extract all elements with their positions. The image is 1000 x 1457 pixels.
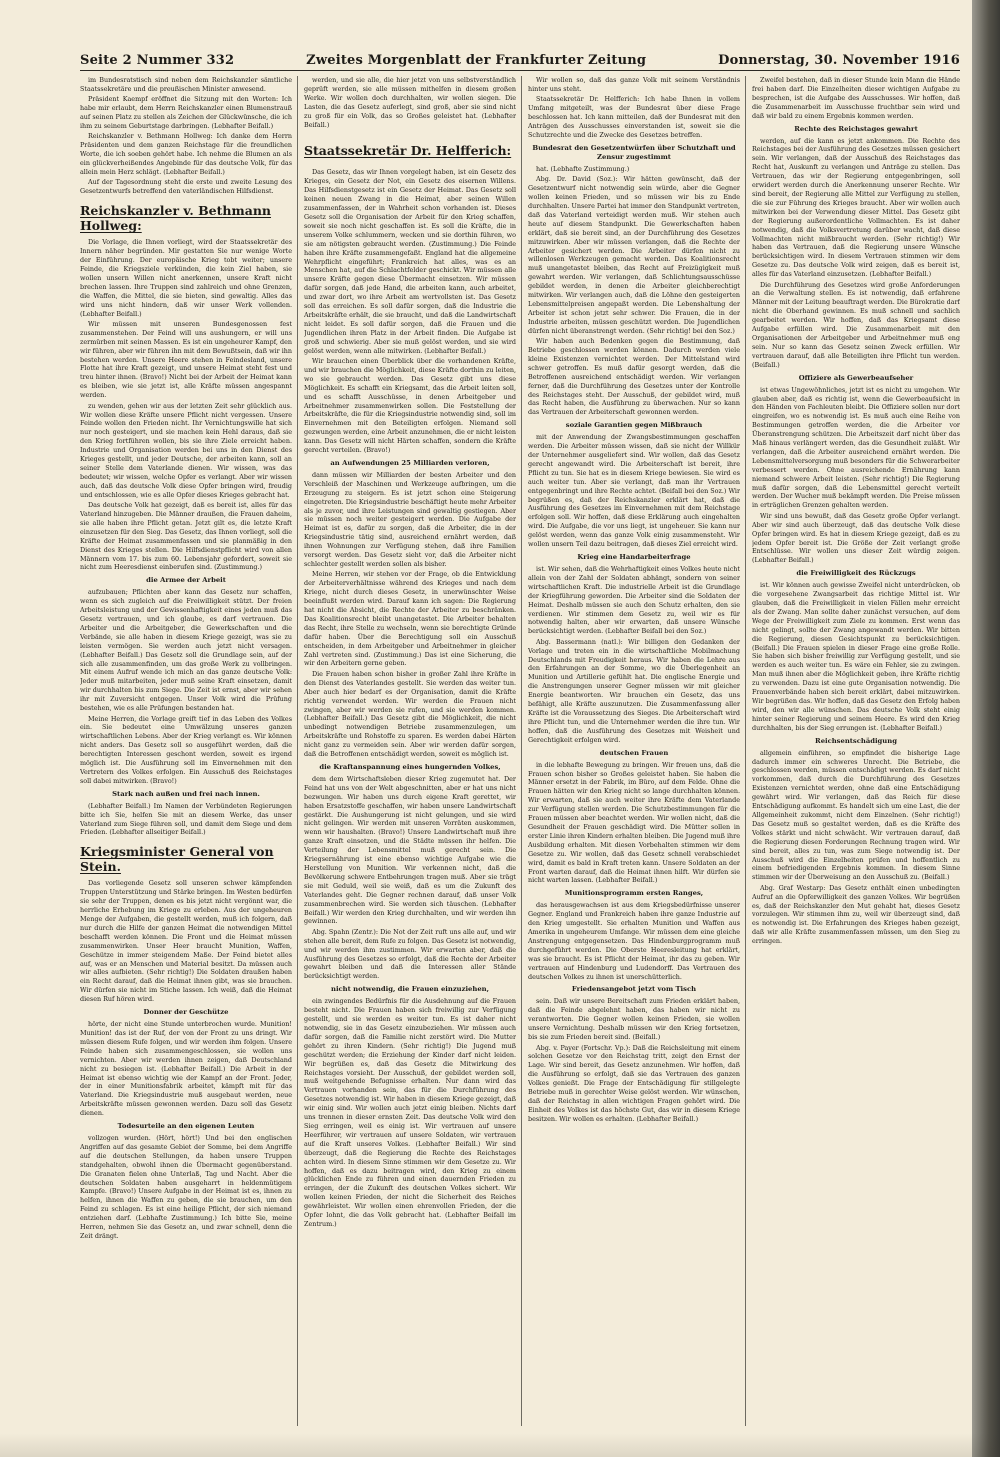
paragraph: Abg. Spahn (Zentr.): Die Not der Zeit ruft uns alle auf, und wir stehen alle bereit, dem Rufe zu folgen. Das Gesetz ist notwendig, und wir werden ihm zustimmen. Wir erwarten aber, daß die Ausführung des Gesetzes so erfolgt, daß die Rechte der Arbeiter gewahrt bleiben und daß die Interessen aller Stände berücksichtigt werden. — [304, 927, 516, 981]
paragraph: vollzogen wurden. (Hört, hört!) Und bei den englischen Angriffen auf das gesamte Gebiet der Somme, bei dem Angriffe auf die deutschen Stellungen, da haben unsere Truppen standgehalten, obwohl ihnen die Übermacht gegenüberstand. Die Granaten fielen ohne Unterlaß, Tag und Nacht. Aber die deutschen Soldaten haben ausgeharrt in heldenmütigem Kampfe. (Bravo!) Unsere Aufgabe in der Heimat ist es, ihnen zu helfen, ihnen die Waffen zu geben, die sie brauchen, um den Feind zu schlagen. Es ist eine heilige Pflicht, der sich niemand entziehen darf. (Lebhafte Zustimmung.) Ich bitte Sie, meine Herren, nehmen Sie das Gesetz an, und zwar schnell, denn die Zeit drängt. — [80, 1134, 292, 1240]
paragraph: werden, auf die kann es jetzt ankommen. Die Rechte des Reichstages bei der Ausführung des Gesetzes müssen gesichert sein. Wir verlangen, daß der Ausschuß des Reichstages das Recht hat, Auskunft zu verlangen und Anträge zu stellen. Das Vertrauen, das wir der Regierung entgegenbringen, soll erwidert werden durch die Anerkennung unserer Rechte. Wir sind bereit, der Regierung alle Mittel zur Verfügung zu stellen, die sie zur Führung des Krieges braucht. Aber wir wollen auch mitwirken bei der Verwendung dieser Mittel. Das Gesetz gibt der Regierung außerordentliche Vollmachten. Es ist daher notwendig, daß die Volksvertretung darüber wacht, daß diese Vollmachten nicht mißbraucht werden. (Sehr richtig!) Wir haben das Vertrauen, daß die Regierung unsere Wünsche berücksichtigen wird. In diesem Vertrauen stimmen wir dem Gesetze zu. Das deutsche Volk wird zeigen, daß es bereit ist, alles für das Vaterland einzusetzen. (Lebhafter Beifall.) — [752, 136, 960, 279]
subheading: Munitionsprogramm ersten Ranges, — [564, 889, 704, 898]
paragraph: Das deutsche Volk hat gezeigt, daß es bereit ist, alles für das Vaterland hinzugeben. Die Männer draußen, die Frauen daheim, sie alle haben ihre Pflicht getan. Jetzt gilt es, die letzte Kraft einzusetzen für den Sieg. Das Gesetz, das Ihnen vorliegt, soll die Kräfte der Heimat zusammenfassen und sie planmäßig in den Dienst des Krieges stellen. Die Hilfsdienstpflicht wird von allen Männern vom 17. bis zum 60. Lebensjahr gefordert, soweit sie nicht zum Heeresdienst einberufen sind. (Zustimmung.) — [80, 501, 292, 572]
paragraph: Reichskanzler v. Bethmann Hollweg: Ich danke dem Herrn Präsidenten und dem ganzen Reichstage für die freundlichen Worte, die ich soeben gehört habe. Ich nehme die Blumen an als ein glückverheißendes Angebinde für das deutsche Volk, für das allein mein Herz schlägt. (Lebhafter Beifall.) — [80, 132, 292, 177]
paragraph: sein. Daß wir unsere Bereitschaft zum Frieden erklärt haben, daß die Feinde abgelehnt haben, das haben wir nicht zu verantworten. Die Gegner wollen keinen Frieden, sie wollen unsere Vernichtung. Deshalb müssen wir den Krieg fortsetzen, bis sie zum Frieden bereit sind. (Beifall.) — [528, 997, 740, 1042]
subheading: Offiziere als Gewerbeaufseher — [798, 373, 914, 382]
paragraph: Abg. v. Payer (Fortschr. Vp.): Daß die Reichsleitung mit einem solchen Gesetze vor den Reichstag tritt, zeigt den Ernst der Lage. Wir sind bereit, das Gesetz anzunehmen. Wir hoffen, daß die Ausführung so erfolgt, daß sie das Vertrauen des ganzen Volkes genießt. Die Frage der Entschädigung für stillgelegte Betriebe muß in gerechter Weise gelöst werden. Wir wünschen, daß der Reichstag in allen wichtigen Fragen gehört wird. Die Einheit des Volkes ist das höchste Gut, das wir in diesem Kriege besitzen. Wir wollen es erhalten. (Lebhafter Beifall.) — [528, 1043, 740, 1123]
paragraph: Das vorliegende Gesetz soll unseren schwer kämpfenden Truppen Unterstützung und Stärke bringen. Im Westen bedürfen sie sehr der Truppen, denen es bis jetzt nicht vergönnt war, die herrliche Erhebung im Kriege zu erleben. Aus der ungeheuren Menge der Aufgaben, die gestellt werden, muß ich folgern, daß nur durch die Hilfe der ganzen Heimat die notwendigen Mittel beschafft werden können. Die Front und die Heimat müssen zusammenwirken. Unser Heer braucht Munition, Waffen, Geschütze in immer steigendem Maße. Der Feind bietet alles auf, was er an Menschen und Material besitzt. Da müssen auch wir alles aufbieten. (Sehr richtig!) Die Soldaten draußen haben ein Recht darauf, daß die Heimat ihnen gibt, was sie brauchen. Wir dürfen sie nicht im Stiche lassen. Ich weiß, daß die Heimat diesen Ruf hören wird. — [80, 879, 292, 1004]
subheading: die Armee der Arbeit — [146, 576, 226, 585]
paragraph: ist. Wir sehen, daß die Wehrhaftigkeit eines Volkes heute nicht allein von der Zahl der Soldaten abhängt, sondern von seiner wirtschaftlichen Kraft. Die industrielle Arbeit ist die Grundlage der Kriegführung geworden. Die Arbeiter sind die Soldaten der Heimat. Deshalb müssen sie auch den Schutz erhalten, den sie verdienen. Wir stimmen dem Gesetz zu, weil wir es für notwendig halten, aber wir erwarten, daß unsere Wünsche berücksichtigt werden. (Lebhafter Beifall bei den Soz.) — [528, 565, 740, 636]
paragraph: zu wenden, gehen wir aus der letzten Zeit sehr glücklich aus. Wir wollen diese Kräfte unsere Pflicht nicht vergessen. Unsere Feinde wollen den Frieden nicht. Ihr Vernichtungswille hat sich nur noch gesteigert, und sie machen kein Hehl daraus, daß sie den Krieg fortführen wollen, bis sie ihre Ziele erreicht haben. Industrie und Organisation werden bei uns in den Dienst des Krieges gestellt, und jeder Deutsche, der arbeiten kann, soll an seiner Stelle dem Vaterlande dienen. Wir wissen, was das bedeutet; wir wissen, welche Opfer es verlangt. Aber wir wissen auch, daß das deutsche Volk diese Opfer bringen wird, freudig und entschlossen, wie es alle Opfer dieses Krieges gebracht hat. — [80, 401, 292, 499]
header-rule — [80, 70, 960, 71]
header-newspaper-title: Zweites Morgenblatt der Frankfurter Zeitung — [306, 53, 647, 68]
paragraph: Zweifel bestehen, daß in dieser Stunde kein Mann die Hände frei haben darf. Die Einzelheiten dieser wichtigen Aufgabe zu besprechen, ist die Aufgabe des Ausschusses. Wir hoffen, daß die Zusammenarbeit im Ausschusse fruchtbar sein wird und daß wir bald zu einem Ergebnis kommen werden. — [752, 76, 960, 120]
paragraph: Auf der Tagesordnung steht die erste und zweite Lesung des Gesetzentwurfs betreffend den vaterländischen Hilfsdienst. — [80, 178, 292, 196]
column-divider — [297, 76, 298, 1426]
subheading: Krieg eine Handarbeiterfrage — [577, 553, 691, 561]
paragraph: Wir brauchen einen Überblick über die vorhandenen Kräfte, und wir brauchen die Möglichkeit, diese Kräfte dorthin zu leiten, wo sie gebraucht werden. Das Gesetz gibt uns diese Möglichkeit. Es schafft ein Kriegsamt, das die Arbeit leiten soll, und es schafft Ausschüsse, in denen Arbeitgeber und Arbeitnehmer zusammenwirken sollen. Die Feststellung der Arbeitskräfte, die für die Kriegsindustrie notwendig sind, soll im Einvernehmen mit den Beteiligten erfolgen. Niemand soll gezwungen werden, eine Arbeit anzunehmen, die er nicht leisten kann. Das Gesetz will nicht Härten schaffen, sondern die Kräfte gerecht verteilen. (Bravo!) — [304, 356, 516, 455]
subheading: Stark nach außen und frei nach innen. — [112, 789, 260, 798]
paragraph: Die Frauen haben schon bisher in großer Zahl ihre Kräfte in den Dienst des Vaterlandes gestellt. Sie werden das weiter tun. Aber auch hier bedarf es der Organisation, damit die Kräfte richtig verwendet werden. Wir werden die Frauen nicht zwingen, aber wir werden sie rufen, und sie werden kommen. (Lebhafter Beifall.) Das Gesetz gibt die Möglichkeit, die nicht unbedingt notwendigen Betriebe zusammenzulegen, um Arbeitskräfte und Rohstoffe zu sparen. Es werden dabei Härten nicht ganz zu vermeiden sein. Aber wir werden dafür sorgen, daß die Betroffenen entschädigt werden, soweit es möglich ist. — [304, 669, 516, 759]
subheading: nicht notwendig, die Frauen einzuziehen, — [331, 985, 489, 994]
subheading: Bundesrat den Gesetzentwürfen über Schutzhaft und Zensur zugestimmt — [532, 143, 736, 161]
paragraph: (Lebhafter Beifall.) Im Namen der Verbündeten Regierungen bitte ich Sie, helfen Sie mit an diesem Werke, das unser Vaterland zum Siege führen soll, und damit dem Siege und dem Frieden. (Lebhafter allseitiger Beifall.) — [80, 801, 292, 837]
section-heading: Reichskanzler v. Bethmann Hollweg: — [80, 203, 272, 234]
paragraph: dem dem Wirtschaftsleben dieser Krieg zugemutet hat. Der Feind hat uns von der Welt abgeschnitten, aber er hat uns nicht bezwungen. Wir haben uns durch eigene Kraft gerettet, wir haben Ersatzstoffe geschaffen, wir haben unsere Landwirtschaft gestärkt. Die Aushungerung ist nicht gelungen, und sie wird nicht gelingen. Wir werden mit unseren Vorräten auskommen, wenn wir haushalten. (Bravo!) Unsere Landwirtschaft muß ihre ganze Kraft einsetzen, und die Städte müssen ihr helfen. Die Verteilung der Lebensmittel muß gerecht sein. Die Kriegsernährung ist eine ebenso wichtige Aufgabe wie die Herstellung von Munition. Wir verkennen nicht, daß die Bevölkerung schwere Entbehrungen tragen muß. Aber sie trägt sie mit Geduld, weil sie weiß, daß es um die Zukunft des Vaterlandes geht. Die Gegner rechnen darauf, daß unser Volk zusammenbrechen wird. Sie werden sich täuschen. (Lebhafter Beifall.) Wir werden den Krieg durchhalten, und wir werden ihn gewinnen. — [304, 774, 516, 926]
subheading: Rechte des Reichstages gewahrt — [794, 124, 918, 133]
subheading: Donner der Geschütze — [143, 1008, 229, 1017]
column-2 — [304, 76, 516, 1428]
paragraph: das herausgewachsen ist aus dem Kriegsbedürfnisse unserer Gegner. England und Frankreich haben ihre ganze Industrie auf den Krieg umgestellt. Sie erhalten Munition und Waffen aus Amerika in ungeheurem Umfange. Wir müssen dem eine gleiche Anstrengung entgegensetzen. Das Hindenburgprogramm muß durchgeführt werden. Die Oberste Heeresleitung hat erklärt, was sie braucht. Es ist Pflicht der Heimat, ihr das zu geben. Wir vertrauen auf Hindenburg und Ludendorff. Das Vertrauen des deutschen Volkes zu ihnen ist unerschütterlich. — [528, 901, 740, 981]
paragraph: mit der Anwendung der Zwangsbestimmungen geschaffen werden. Die Arbeiter müssen wissen, daß sie nicht der Willkür der Unternehmer ausgeliefert sind. Wir wollen, daß das Gesetz gerecht angewandt wird. Die Arbeiterschaft ist bereit, ihre Pflicht zu tun. Sie hat es in diesem Kriege bewiesen. Sie wird es auch weiter tun. Aber sie verlangt, daß man ihr Vertrauen entgegenbringt und ihre Rechte achtet. (Beifall bei den Soz.) Wir begrüßen es, daß der Reichskanzler erklärt hat, daß die Ausführung des Gesetzes im Einvernehmen mit dem Reichstage erfolgen soll. Wir hoffen, daß diese Erklärung auch eingehalten wird. Die Aufgabe, die vor uns liegt, ist ungeheuer. Sie kann nur gelöst werden, wenn das ganze Volk einig zusammensteht. Wir wollen unsern Teil dazu beitragen, daß dieses Ziel erreicht wird. — [528, 433, 740, 549]
paragraph: werden, und sie alle, die hier jetzt von uns selbstverständlich geprüft werden, sie alle müssen mithelfen in diesem großen Werke. Wir wollen doch durchhalten, wir wollen siegen. Die Lasten, die das Gesetz auferlegt, sind groß, aber sie sind nicht zu groß für ein Volk, das so Großes geleistet hat. (Lebhafter Beifall.) — [304, 76, 516, 129]
subheading: deutschen Frauen — [599, 748, 669, 757]
subheading: soziale Garantien gegen Mißbrauch — [565, 421, 703, 430]
paragraph: Das Gesetz, das wir Ihnen vorgelegt haben, ist ein Gesetz des Krieges, ein Gesetz der Not, ein Gesetz des eisernen Willens. Das Hilfsdienstgesetz ist ein Gesetz der Heimat. Das Gesetz soll keinen neuen Zwang in die Heimat, aber seinen Willen zusammenfassen, der in Wahrheit schon vorhanden ist. Dieses Gesetz soll die Organisation der Arbeit für den Krieg schaffen, soweit sie noch nicht geschaffen ist. Es soll die Kräfte, die in unserem Volke schlummern, wecken und sie dorthin führen, wo sie am nötigsten gebraucht werden. (Zustimmung.) Die Feinde haben ihre Kräfte zusammengefaßt. England hat die allgemeine Wehrpflicht eingeführt; Frankreich hat alles, was es an Menschen hat, auf die Schlachtfelder geschickt. Wir müssen alle unsere Kräfte gegen diese Übermacht einsetzen. Wir müssen dafür sorgen, daß jede Hand, die arbeiten kann, auch arbeitet, und zwar dort, wo ihre Arbeit am wertvollsten ist. Das Gesetz soll das erreichen. Es soll dafür sorgen, daß die Industrie die Arbeitskräfte erhält, die sie braucht, und daß die Landwirtschaft nicht leidet. Es soll dafür sorgen, daß die Frauen und die Jugendlichen ihren Platz in der Arbeit finden. Die Aufgabe ist groß und schwierig. Aber sie muß gelöst werden, und sie wird gelöst werden, wenn alle mitwirken. (Lebhafter Beifall.) — [304, 168, 516, 355]
paragraph: Abg. Graf Westarp: Das Gesetz enthält einen unbedingten Aufruf an die Opferwilligkeit des ganzen Volkes. Wir begrüßen es, daß der Reichskanzler den Mut gehabt hat, dieses Gesetz vorzulegen. Wir stimmen ihm zu, weil wir überzeugt sind, daß es notwendig ist. Die Erfahrungen des Krieges haben gezeigt, daß wir alle Kräfte zusammenfassen müssen, um den Sieg zu erringen. — [752, 883, 960, 946]
page-bottom-shade — [0, 1433, 1000, 1457]
header-page-number: Seite 2 Nummer 332 — [80, 53, 235, 68]
subheading: die Freiwilligkeit des Rückzugs — [796, 569, 916, 578]
paragraph: Meine Herren, die Vorlage greift tief in das Leben des Volkes ein. Sie bedeutet eine Umwälzung unseres ganzen wirtschaftlichen Lebens. Aber der Krieg verlangt es. Wir können nicht anders. Das Gesetz soll so ausgeführt werden, daß die berechtigten Interessen geschont werden, soweit es irgend möglich ist. Die Ausführung soll im Einvernehmen mit den Vertretern des Volkes erfolgen. Ein Ausschuß des Reichstages soll dabei mitwirken. (Bravo!) — [80, 714, 292, 785]
binding-edge — [972, 0, 1000, 1457]
paragraph: Staatssekretär Dr. Helfferich: Ich habe Ihnen in vollem Umfang mitgeteilt, was der Bundesrat über diese Frage beschlossen hat. Ich kann mitteilen, daß der Bundesrat mit den Anträgen des Ausschusses einverstanden ist, soweit sie die Schutzrechte und die Zwecke des Gesetzes betreffen. — [528, 95, 740, 139]
subheading: an Aufwendungen 25 Milliarden verloren, — [330, 458, 490, 467]
paragraph: Wir sind uns bewußt, daß das Gesetz große Opfer verlangt. Aber wir sind auch überzeugt, daß das deutsche Volk diese Opfer bringen wird. Es hat in diesem Kriege gezeigt, daß es zu jedem Opfer bereit ist. Die Größe der Zeit verlangt große Entschlüsse. Wir wollen uns dieser Zeit würdig zeigen. (Lebhafter Beifall.) — [752, 511, 960, 565]
paragraph: Wir wollen so, daß das ganze Volk mit seinem Verständnis hinter uns steht. — [528, 76, 740, 93]
paragraph: aufzubauen; Pflichten aber kann das Gesetz nur schaffen, wenn es sich zugleich auf die Freiwilligkeit stützt. Der freien Arbeitsleistung und der Gewissenhaftigkeit eines jeden muß das Gesetz vertrauen, und ich glaube, es darf vertrauen. Die Arbeiter und die Arbeitgeber, die Gewerkschaften und die Verbände, sie alle haben in diesem Kriege gezeigt, was sie zu leisten vermögen. Sie werden auch jetzt nicht versagen. (Lebhafter Beifall.) Das Gesetz soll die Grundlage sein, auf der sich alle zusammenfinden, um das große Werk zu vollbringen. Mit einem Aufruf wende ich mich an das ganze deutsche Volk: Jeder muß mitarbeiten, jeder muß seine Kraft einsetzen, damit wir durchhalten bis zum Siege. Die Zeit ist ernst, aber wir sehen ihr mit Zuversicht entgegen. Unser Volk wird die Prüfung bestehen, wie es alle Prüfungen bestanden hat. — [80, 588, 292, 713]
paragraph: in die lebhafte Bewegung zu bringen. Wir freuen uns, daß die Frauen schon bisher so Großes geleistet haben. Sie haben die Männer ersetzt in der Fabrik, im Büro, auf dem Felde. Ohne die Frauen hätten wir den Krieg nicht so lange durchhalten können. Wir erwarten, daß sie auch weiter ihre Kräfte dem Vaterlande zur Verfügung stellen werden. Die Schutzbestimmungen für die Frauen müssen aber beachtet werden. Wir wollen nicht, daß die Gesundheit der Frauen geschädigt wird. Die Mütter sollen in erster Linie ihren Kindern erhalten bleiben. Die Jugend muß ihre Ausbildung erhalten. Mit diesen Vorbehalten stimmen wir dem Gesetze zu. Wir wollen, daß das Gesetz schnell verabschiedet wird, damit es bald in Kraft treten kann. Unsere Soldaten an der Front warten darauf, daß die Heimat ihnen hilft. Wir dürfen sie nicht warten lassen. (Lebhafter Beifall.) — [528, 760, 740, 885]
page-header — [80, 48, 960, 68]
subheading: Reichsentschädigung — [815, 736, 897, 745]
paragraph: dann müssen wir Milliarden der besten Arbeiter und den Verschleiß der Maschinen und Werkzeuge aufbringen, um die Erzeugung zu steigern. Es ist jetzt schon eine Steigerung eingetreten. Die Kriegsindustrie beschäftigt heute mehr Arbeiter als je zuvor, und ihre Leistungen sind gewaltig gestiegen. Aber sie müssen noch weiter gesteigert werden. Die Aufgabe der Heimat ist es, dafür zu sorgen, daß die Arbeiter, die in der Kriegsindustrie tätig sind, ausreichend ernährt werden, daß ihnen Wohnungen zur Verfügung stehen, daß ihre Familien versorgt werden. Das Gesetz sieht vor, daß die Arbeiter nicht schlechter gestellt werden sollen als bisher. — [304, 470, 516, 568]
section-heading: Staatssekretär Dr. Helfferich: — [304, 143, 512, 159]
column-divider — [521, 76, 522, 1426]
paragraph: ist etwas Ungewöhnliches, jetzt ist es nicht zu umgehen. Wir glauben aber, daß es richtig ist, wenn die Gewerbeaufsicht in den Händen von Fachleuten bleibt. Die Offiziere sollen nur dort eingreifen, wo es notwendig ist. Es muß auch eine Reihe von Bestimmungen getroffen werden, die die Arbeiter vor Überanstrengung schützen. Die Arbeitszeit darf nicht über das Maß hinaus verlängert werden, das die Gesundheit zuläßt. Wir verlangen, daß die Arbeiter ausreichend ernährt werden. Die Lebensmittelversorgung muß besonders für die Schwerarbeiter verbessert werden. Ohne ausreichende Ernährung kann niemand schwere Arbeit leisten. (Sehr richtig!) Die Regierung muß dafür sorgen, daß die Lebensmittel gerecht verteilt werden. Der Wucher muß bekämpft werden. Die Preise müssen in erträglichen Grenzen gehalten werden. — [752, 385, 960, 510]
paragraph: im Bundesratstisch sind neben dem Reichskanzler sämtliche Staatssekretäre und die preußischen Minister anwesend. — [80, 76, 292, 93]
header-date: Donnerstag, 30. November 1916 — [718, 53, 960, 68]
paragraph: Wir müssen mit unseren Bundesgenossen fest zusammenstehen. Der Feind will uns aushungern, er will uns zermürben mit seinen Massen. Es ist ein ungeheurer Kampf, den wir führen, aber wir führen ihn mit dem Bewußtsein, daß wir ihn bestehen werden. Unsere Heere stehen in Feindesland, unsere Flotte hat ihre Kraft gezeigt, und unsere Heimat steht fest und treu hinter ihnen. (Bravo!) Nicht bei der Arbeit der Heimat kann es bleiben, wie sie jetzt ist, alle Kräfte müssen angespannt werden. — [80, 319, 292, 400]
paragraph: Präsident Kaempf eröffnet die Sitzung mit den Worten: Ich habe mir erlaubt, dem Herrn Reichskanzler einen Blumenstrauß auf seinen Platz zu stellen als Zeichen der Glückwünsche, die ich ihm zu seinem Geburtstage darbringen. (Lebhafter Beifall.) — [80, 95, 292, 131]
subheading: die Kraftanspannung eines hungernden Volkes, — [319, 762, 501, 771]
paragraph: Abg. Bassermann (natl.): Wir billigen den Gedanken der Vorlage und treten ein in die wirtschaftliche Mobilmachung Deutschlands mit Freudigkeit heraus. Wir haben die Lehre aus den Erfahrungen an der Somme, wo die Überlegenheit an Munition und Artillerie gefühlt hat. Die englische Energie und die Anstrengungen unserer Gegner müssen wir mit gleicher Energie beantworten. Wir brauchen ein Gesetz, das uns befähigt, alle Kräfte auszunutzen. Die Zusammenfassung aller Kräfte ist die Voraussetzung des Sieges. Die Arbeiterschaft wird ihre Pflicht tun, und die Unternehmer werden die ihre tun. Wir hoffen, daß die Ausführung des Gesetzes mit Weisheit und Gerechtigkeit erfolgen wird. — [528, 637, 740, 744]
subheading: Friedensangebot jetzt vom Tisch — [571, 985, 697, 994]
column-4 — [752, 76, 960, 1428]
subheading: Todesurteile an den eigenen Leuten — [117, 1122, 255, 1131]
paragraph: Abg. Dr. David (Soz.): Wir hätten gewünscht, daß der Gesetzentwurf nicht notwendig sein würde, aber die Gegner wollen keinen Frieden, und so müssen wir bis zu Ende durchhalten. Unsere Partei hat immer den Standpunkt vertreten, daß das Vaterland verteidigt werden muß. Wir stehen auch heute auf diesem Standpunkt. Die Gewerkschaften haben erklärt, daß sie bereit sind, an der Durchführung des Gesetzes mitzuwirken. Aber wir müssen verlangen, daß die Rechte der Arbeiter gesichert werden. Die Arbeiter dürfen nicht zu willenlosen Werkzeugen gemacht werden. Das Koalitionsrecht muß unangetastet bleiben, das Recht auf Freizügigkeit muß gewahrt werden. Wir verlangen, daß Schlichtungsausschüsse gebildet werden, in denen die Arbeiter gleichberechtigt mitwirken. Wir verlangen auch, daß die Löhne den gesteigerten Lebensmittelpreisen angepaßt werden. Die Lebenshaltung der Arbeiter ist schon jetzt sehr schwer. Die Frauen, die in der Industrie arbeiten, müssen geschützt werden. Die Jugendlichen dürfen nicht überanstrengt werden. (Sehr richtig! bei den Soz.) — [528, 175, 740, 335]
paragraph: Die Vorlage, die Ihnen vorliegt, wird der Staatssekretär des Innern näher begründen. Mir gestatten Sie nur wenige Worte der Einführung. Der europäische Krieg tobt weiter; unsere Feinde, die Kriegsziele verkünden, die kein Ziel haben, sie wollen unsern Willen nicht anerkennen, unsere Kraft nicht brechen lassen. Ihre Truppen sind zahlreich und ohne Grenzen, die Waffen, die Mittel, die sie bieten, sind gewaltig. Alles das wird uns nicht hindern, daß wir unser Werk vollenden. (Lebhafter Beifall.) — [80, 238, 292, 318]
paragraph: ist. Wir können auch gewisse Zweifel nicht unterdrücken, ob die vorgesehene Zwangsarbeit das richtige Mittel ist. Wir glauben, daß die Freiwilligkeit in vielen Fällen mehr erreicht als der Zwang. Man sollte daher zunächst versuchen, auf dem Wege der Freiwilligkeit zum Ziele zu kommen. Erst wenn das nicht gelingt, sollte der Zwang angewandt werden. Wir bitten die Regierung, diesen Gesichtspunkt zu berücksichtigen. (Beifall.) Die Frauen spielen in dieser Frage eine große Rolle. Sie haben sich bisher freiwillig zur Verfügung gestellt, und sie werden es auch weiter tun. Es wäre ein Fehler, sie zu zwingen. Man muß ihnen aber die Möglichkeit geben, ihre Kräfte richtig zu verwenden. Dazu ist eine gute Organisation notwendig. Die Frauenverbände haben sich bereit erklärt, dabei mitzuwirken. Wir begrüßen das. Wir hoffen, daß das Gesetz den Erfolg haben wird, den wir alle wünschen. Das deutsche Volk steht einig hinter seiner Regierung und seinem Heere. Es wird den Krieg durchhalten, bis der Sieg errungen ist. (Lebhafter Beifall.) — [752, 581, 960, 732]
paragraph: hat. (Lebhafte Zustimmung.) — [536, 164, 630, 173]
paragraph: ein zwingendes Bedürfnis für die Ausdehnung auf die Frauen besteht nicht. Die Frauen haben sich freiwillig zur Verfügung gestellt, und sie werden es weiter tun. Es ist daher nicht notwendig, sie in das Gesetz einzubeziehen. Wir müssen auch dafür sorgen, daß die Familie nicht zerstört wird. Die Mutter gehört zu ihren Kindern. (Sehr richtig!) Die Jugend muß geschützt werden; die Erziehung der Kinder darf nicht leiden. Wir begrüßen es, daß das Gesetz die Mitwirkung des Reichstages vorsieht. Der Ausschuß, der gebildet werden soll, muß weitgehende Befugnisse erhalten. Nur dann wird das Vertrauen vorhanden sein, das für die Durchführung des Gesetzes notwendig ist. Wir haben in diesem Kriege gezeigt, daß wir einig sind. Wir wollen auch jetzt einig bleiben. Nichts darf uns trennen in dieser ernsten Zeit. Das deutsche Volk wird den Sieg erringen, weil es einig ist. Wir vertrauen auf unsere Heerführer, wir vertrauen auf unsere Soldaten, wir vertrauen auf die Kraft unseres Volkes. (Lebhafter Beifall.) Wir sind überzeugt, daß die Regierung die Rechte des Reichstages achten wird. In diesem Sinne stimmen wir dem Gesetze zu. Wir hoffen, daß es dazu beitragen wird, den Krieg zu einem glücklichen Ende zu führen und einen dauernden Frieden zu erringen, der die Zukunft des deutschen Volkes sichert. Wir wollen keinen Frieden, der nicht die Sicherheit des Reiches gewährleistet. Wir wollen einen ehrenvollen Frieden, der die Opfer lohnt, die das Volk gebracht hat. (Lebhafter Beifall im Zentrum.) — [304, 997, 516, 1228]
paragraph: allgemein einführen, so empfindet die bisherige Lage dadurch immer ein schweres Unrecht. Die Betriebe, die geschlossen werden, müssen entschädigt werden. Es darf nicht vorkommen, daß durch die Durchführung des Gesetzes Existenzen vernichtet werden, ohne daß eine Entschädigung gewährt wird. Wir verlangen, daß das Reich für diese Entschädigung aufkommt. Es handelt sich um eine Last, die der Allgemeinheit zukommt, nicht dem Einzelnen. (Sehr richtig!) Das Gesetz muß so gestaltet werden, daß es die Kräfte des Volkes stärkt und nicht schwächt. Wir vertrauen darauf, daß die Regierung diesen Forderungen Rechnung tragen wird. Wir sind bereit, alles zu tun, was zum Siege notwendig ist. Der Ausschuß wird die Einzelheiten prüfen und hoffentlich zu einem befriedigenden Ergebnis kommen. In diesem Sinne stimmen wir der Überweisung an den Ausschuß zu. (Beifall.) — [752, 748, 960, 882]
paragraph: Die Durchführung des Gesetzes wird große Anforderungen an die Verwaltung stellen. Es ist notwendig, daß erfahrene Männer mit der Leitung beauftragt werden. Die Bürokratie darf nicht die Oberhand gewinnen. Es muß schnell und sachlich gearbeitet werden. Wir hoffen, daß das Kriegsamt diese Aufgabe erfüllen wird. Die Zusammenarbeit mit den Organisationen der Arbeitgeber und Arbeitnehmer muß eng sein. Nur so kann das Gesetz seinen Zweck erfüllen. Wir vertrauen darauf, daß alle Beteiligten ihre Pflicht tun werden. (Beifall.) — [752, 280, 960, 369]
column-1 — [80, 76, 292, 1428]
paragraph: Wir haben auch Bedenken gegen die Bestimmung, daß Betriebe geschlossen werden können. Dadurch werden viele kleine Existenzen vernichtet werden. Der Mittelstand wird schwer getroffen. Es muß dafür gesorgt werden, daß die Betroffenen ausreichend entschädigt werden. Wir verlangen ferner, daß die Durchführung des Gesetzes unter der Kontrolle des Reichstages steht. Der Ausschuß, der gebildet wird, muß das Recht haben, die Ausführung zu überwachen. Nur so kann das Vertrauen der Arbeiterschaft gewonnen werden. — [528, 337, 740, 417]
paragraph: Meine Herren, wir stehen vor der Frage, ob die Entwicklung der Arbeiterverhältnisse während des Krieges und nach dem Kriege, nicht durch dieses Gesetz, in unerwünschter Weise beeinflußt werden wird. Darauf kann ich sagen: Die Regierung hat nicht die Absicht, die Rechte der Arbeiter zu beschränken. Das Koalitionsrecht bleibt unangetastet. Die Arbeiter behalten das Recht, ihre Stelle zu wechseln, wenn sie berechtigte Gründe dafür haben. Über die Berechtigung soll ein Ausschuß entscheiden, in dem Arbeitgeber und Arbeitnehmer in gleicher Zahl vertreten sind. (Zustimmung.) Das ist eine Sicherung, die wir den Arbeitern gerne geben. — [304, 570, 516, 668]
paragraph: hörte, der nicht eine Stunde unterbrochen wurde. Munition! Munition! das ist der Ruf, der von der Front zu uns dringt. Wir müssen diesem Rufe folgen, und wir werden ihm folgen. Unsere Feinde haben sich zusammengeschlossen, sie wollen uns vernichten. Aber wir werden ihnen zeigen, daß Deutschland nicht zu besiegen ist. (Lebhafter Beifall.) Die Arbeit in der Heimat ist ebenso wichtig wie der Kampf an der Front. Jeder, der in einer Munitionsfabrik arbeitet, kämpft mit für das Vaterland. Die Kriegsindustrie muß ausgebaut werden, neue Arbeitskräfte müssen gewonnen werden. Dazu soll das Gesetz dienen. — [80, 1020, 292, 1118]
column-3 — [528, 76, 740, 1428]
section-heading: Kriegsminister General von Stein. — [80, 844, 274, 875]
column-divider — [745, 76, 746, 1426]
